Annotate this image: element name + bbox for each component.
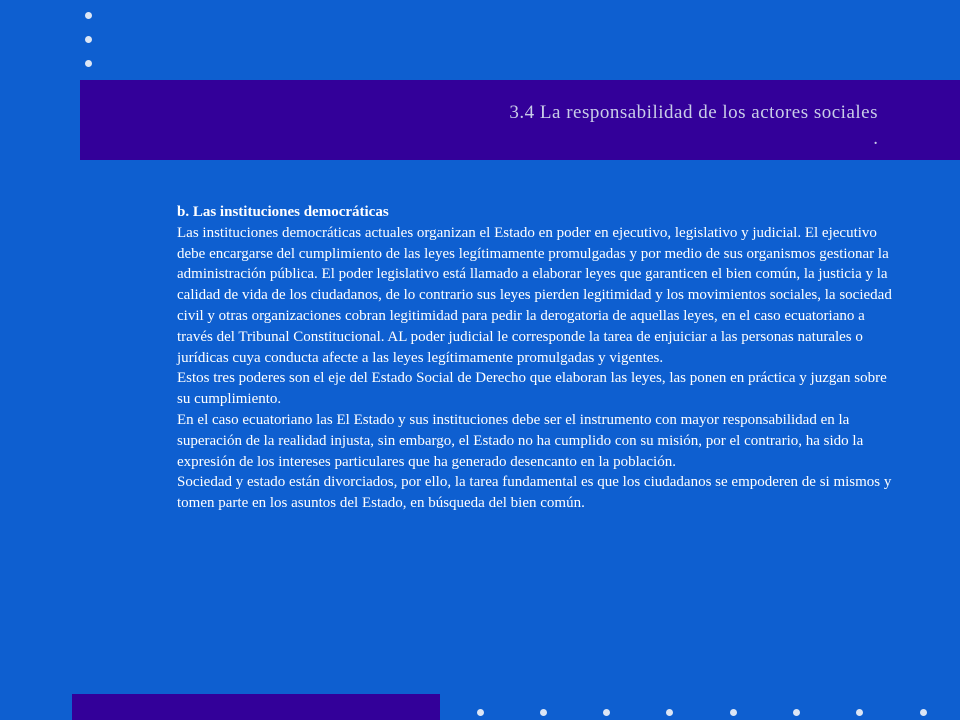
decorative-dot (793, 709, 800, 716)
section-heading: b. Las instituciones democráticas (177, 204, 389, 220)
decorative-dot (85, 12, 92, 19)
body-paragraph: En el caso ecuatoriano las El Estado y sus instituciones debe ser el instrumento con mayor responsabilidad en la superación de la realidad injusta, sin embargo, el Estado no ha cumplido con su misión, por el contrario, ha sido la expresión de los intereses particulares que ha generado desencanto en la población. (177, 411, 864, 470)
slide-body (177, 202, 897, 514)
decorative-dot (85, 60, 92, 67)
bottom-band (72, 694, 440, 720)
decorative-dot (920, 709, 927, 716)
body-paragraph: Sociedad y estado están divorciados, por ello, la tarea fundamental es que los ciudadanos se empoderen de si mismos y tomen parte en los asuntos del Estado, en búsqueda del bien común. (177, 474, 892, 512)
decorative-dot (477, 709, 484, 716)
decorative-dot (540, 709, 547, 716)
decorative-dot (730, 709, 737, 716)
decorative-dot (856, 709, 863, 716)
body-paragraph: Las instituciones democráticas actuales organizan el Estado en poder en ejecutivo, legislativo y judicial. El ejecutivo debe encargarse del cumplimiento de las leyes legítimamente promulgadas y por medio de sus organismos gestionar la administración pública. El poder legislativo está llamado a elaborar leyes que garanticen el bien común, la justicia y la calidad de vida de los ciudadanos, de lo contrario sus leyes pierden legitimidad y los movimientos sociales, la sociedad civil y otras organizaciones cobran legitimidad para pedir la derogatoria de aquellas leyes, en el caso ecuatoriano a través del Tribunal Constitucional. AL poder judicial le corresponde la tarea de enjuiciar a las personas naturales o jurídicas cuya conducta afecte a las leyes legítimamente promulgadas y vigentes. (177, 224, 892, 366)
slide-title: 3.4 La responsabilidad de los actores sociales (509, 102, 878, 123)
title-band (80, 80, 960, 160)
decorative-dot (85, 36, 92, 43)
decorative-dot (603, 709, 610, 716)
body-paragraph: Estos tres poderes son el eje del Estado Social de Derecho que elaboran las leyes, las ponen en práctica y juzgan sobre su cumplimiento. (177, 370, 887, 408)
decorative-dot (666, 709, 673, 716)
slide-title-trailing-dot: . (873, 128, 878, 149)
